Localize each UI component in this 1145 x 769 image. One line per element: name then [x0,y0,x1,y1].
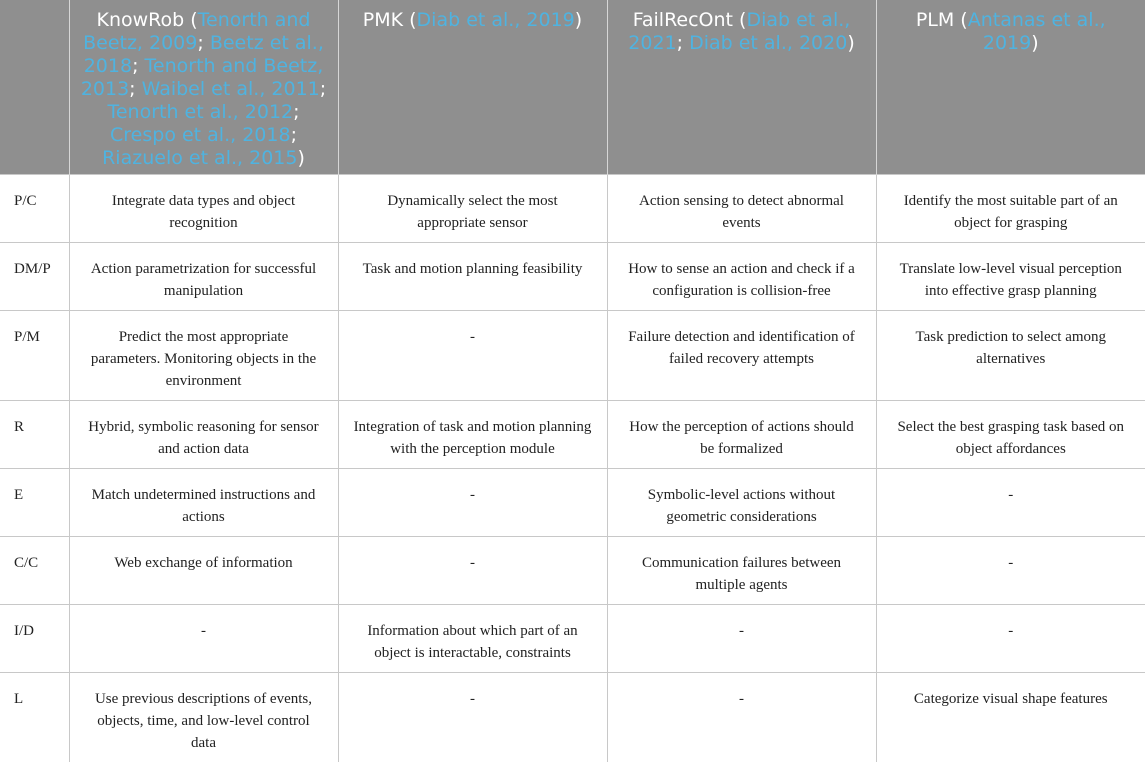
table-row [0,672,1145,762]
cell-plm: Task prediction to select among alternatives [876,310,1145,400]
cell-plm: Categorize visual shape features [876,672,1145,762]
cell-pmk: Information about which part of an object is interactable, constraints [338,604,607,672]
cell-pmk: - [338,310,607,400]
cell-plm: - [876,604,1145,672]
table-row [0,604,1145,672]
row-label: E [0,468,69,536]
header-knowrob-name: KnowRob [96,9,185,31]
citation-link[interactable]: Waibel et al., 2011 [141,78,320,100]
row-label: DM/P [0,242,69,310]
citation-link[interactable]: Crespo et al., 2018 [110,124,291,146]
citation-link[interactable]: Diab et al., 2020 [689,32,848,54]
header-failrecont-name: FailRecOnt [632,9,734,31]
cell-pmk: Integration of task and motion planning with the perception module [338,400,607,468]
cell-failrecont: - [607,604,876,672]
row-label: P/C [0,174,69,242]
row-label: R [0,400,69,468]
cell-failrecont: How the perception of actions should be formalized [607,400,876,468]
cell-failrecont: Action sensing to detect abnormal events [607,174,876,242]
header-pmk: PMK (Diab et al., 2019) [338,0,607,174]
citation-link[interactable]: Diab et al., 2019 [416,9,575,31]
header-knowrob: KnowRob (Tenorth and Beetz, 2009; Beetz et al., 2018; Tenorth and Beetz, 2013; Waibel et al., 2011; Tenorth et al., 2012; Crespo et al., 2018; Riazuelo et al., 2015) [69,0,338,174]
cell-knowrob: Hybrid, symbolic reasoning for sensor and action data [69,400,338,468]
table-row [0,468,1145,536]
cell-failrecont: Failure detection and identification of failed recovery attempts [607,310,876,400]
cell-plm: - [876,536,1145,604]
cell-failrecont: - [607,672,876,762]
citation-link[interactable]: Antanas et al., 2019 [967,9,1106,54]
cell-pmk: - [338,672,607,762]
cell-plm: - [876,468,1145,536]
table-row [0,242,1145,310]
table-row [0,174,1145,242]
header-row [0,0,1145,174]
table-row [0,536,1145,604]
cell-failrecont: How to sense an action and check if a configuration is collision-free [607,242,876,310]
cell-knowrob: - [69,604,338,672]
citation-link[interactable]: Tenorth and Beetz, 2009 [83,9,311,54]
table-row [0,310,1145,400]
row-label: C/C [0,536,69,604]
cell-knowrob: Action parametrization for successful manipulation [69,242,338,310]
row-label: P/M [0,310,69,400]
cell-failrecont: Symbolic-level actions without geometric considerations [607,468,876,536]
row-label: I/D [0,604,69,672]
cell-pmk: Dynamically select the most appropriate sensor [338,174,607,242]
header-pmk-name: PMK [362,9,404,31]
cell-plm: Select the best grasping task based on object affordances [876,400,1145,468]
cell-failrecont: Communication failures between multiple agents [607,536,876,604]
cell-pmk: Task and motion planning feasibility [338,242,607,310]
citation-link[interactable]: Tenorth et al., 2012 [107,101,294,123]
citation-link[interactable]: Beetz et al., 2018 [83,32,324,77]
cell-plm: Identify the most suitable part of an object for grasping [876,174,1145,242]
row-label: L [0,672,69,762]
cell-knowrob: Integrate data types and object recognition [69,174,338,242]
cell-knowrob: Predict the most appropriate parameters. Monitoring objects in the environment [69,310,338,400]
cell-pmk: - [338,468,607,536]
citation-link[interactable]: Diab et al., 2021 [628,9,851,54]
table-row [0,400,1145,468]
header-failrecont: FailRecOnt (Diab et al., 2021; Diab et al., 2020) [607,0,876,174]
cell-knowrob: Web exchange of information [69,536,338,604]
header-plm: PLM (Antanas et al., 2019) [876,0,1145,174]
cell-knowrob: Match undetermined instructions and actions [69,468,338,536]
citation-link[interactable]: Tenorth and Beetz, 2013 [80,55,324,100]
header-corner [0,0,69,174]
cell-knowrob: Use previous descriptions of events, objects, time, and low-level control data [69,672,338,762]
citation-link[interactable]: Riazuelo et al., 2015 [102,147,298,169]
cell-plm: Translate low-level visual perception into effective grasp planning [876,242,1145,310]
header-plm-name: PLM [915,9,955,31]
cell-pmk: - [338,536,607,604]
